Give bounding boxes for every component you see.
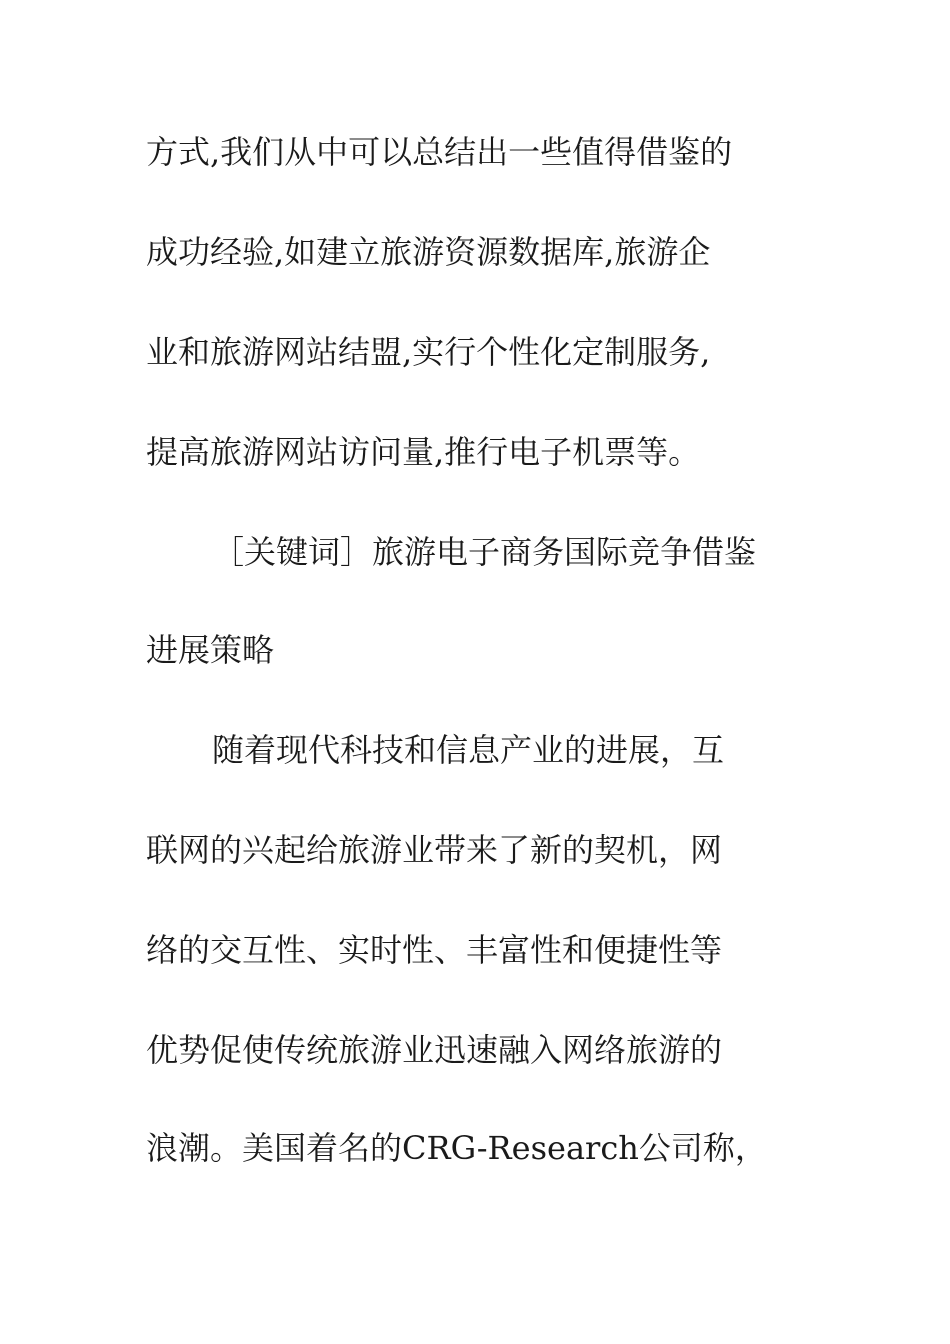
text-line-3: 业和旅游网站结盟,实行个性化定制服务,	[146, 333, 711, 371]
paragraph-start-line: 随着现代科技和信息产业的进展，互	[212, 731, 725, 769]
text-line-2: 成功经验,如建立旅游资源数据库,旅游企	[146, 233, 711, 271]
text-line-8: 联网的兴起给旅游业带来了新的契机，网	[146, 831, 723, 869]
text-line-10: 优势促使传统旅游业迅速融入网络旅游的	[146, 1031, 723, 1069]
keywords-continuation: 进展策略	[146, 631, 275, 669]
text-line-1: 方式,我们从中可以总结出一些值得借鉴的	[146, 133, 733, 171]
text-line-4: 提高旅游网站访问量,推行电子机票等。	[146, 433, 701, 471]
keywords-line: ［关键词］旅游电子商务国际竞争借鉴	[212, 533, 757, 571]
text-line-11: 浪潮。美国着名的CRG-Research公司称，	[146, 1129, 767, 1167]
text-line-9: 络的交互性、实时性、丰富性和便捷性等	[146, 931, 723, 969]
